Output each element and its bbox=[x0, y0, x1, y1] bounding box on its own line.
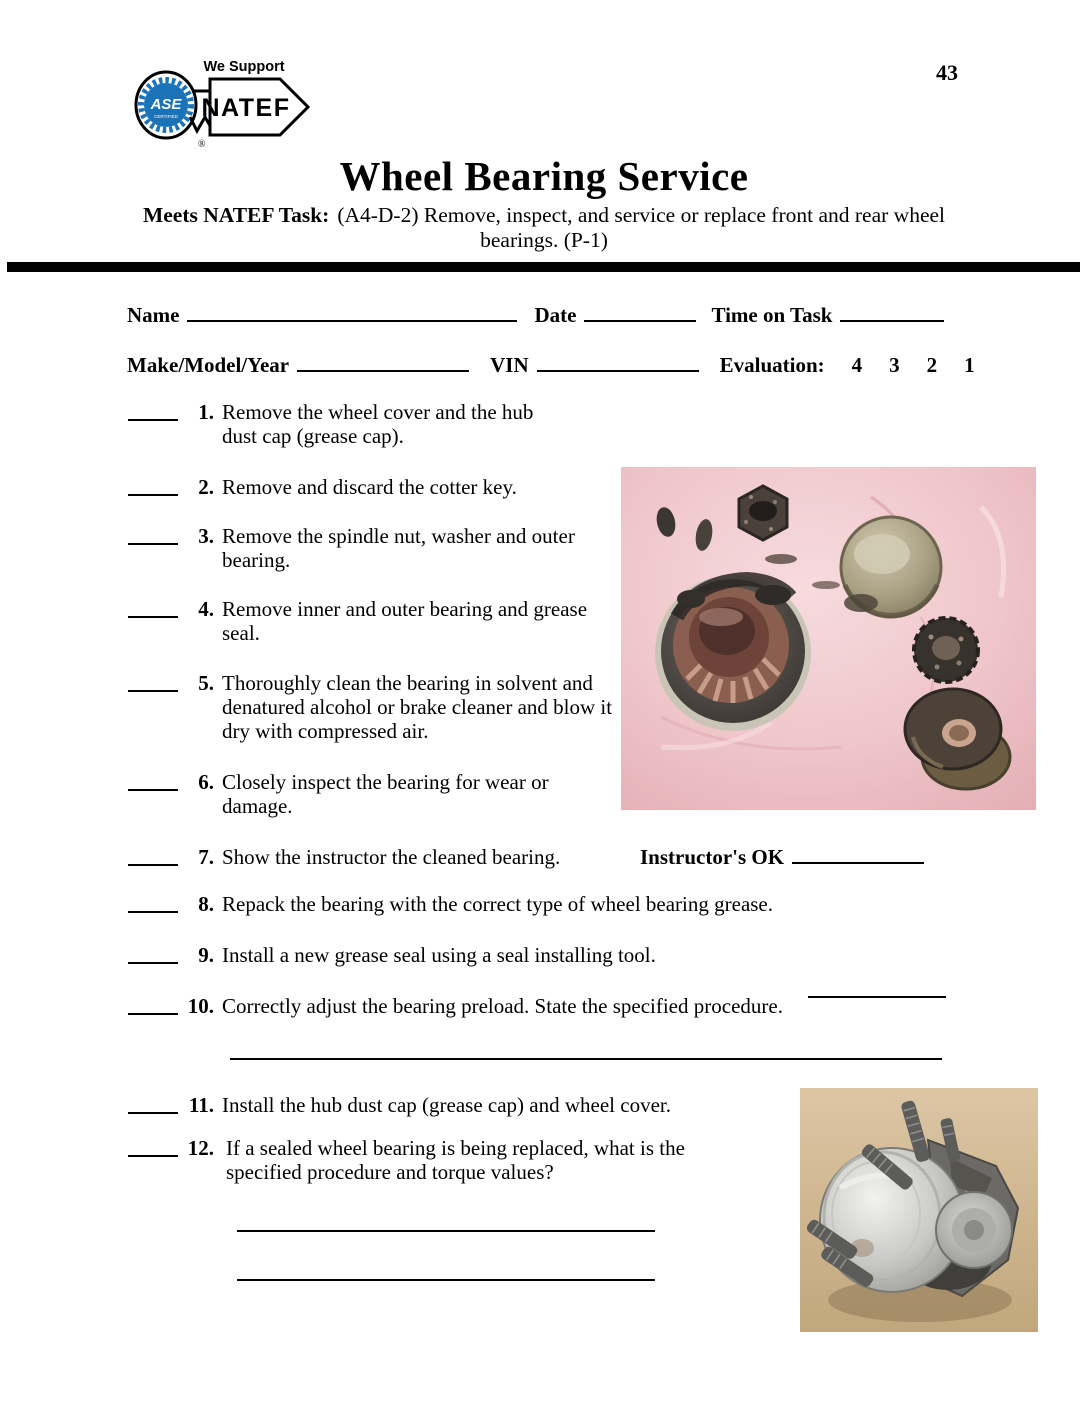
task-status-blank bbox=[128, 400, 178, 421]
task-number: 9. bbox=[198, 943, 214, 967]
task-text: Remove and discard the cotter key. bbox=[222, 475, 517, 499]
task-status-blank bbox=[128, 943, 178, 964]
logo-tagline-text: We Support bbox=[203, 59, 285, 75]
ase-badge-icon bbox=[141, 80, 191, 130]
task-number: 12. bbox=[187, 1136, 214, 1160]
task-row-4 bbox=[128, 597, 622, 645]
task-text: Install a new grease seal using a seal installing tool. bbox=[222, 943, 656, 967]
vin-label: VIN bbox=[490, 353, 529, 377]
task-number: 4. bbox=[198, 597, 214, 621]
natef-logo bbox=[130, 55, 315, 155]
dust-cap bbox=[841, 517, 941, 617]
task-row-12 bbox=[128, 1136, 726, 1184]
task-text: If a sealed wheel bearing is being replaced, what is the specified procedure and torque values? bbox=[226, 1136, 685, 1184]
natef-task-line bbox=[129, 203, 959, 253]
task-12-answer-line-2 bbox=[237, 1279, 655, 1281]
task-row-5 bbox=[128, 671, 632, 743]
task-number: 6. bbox=[198, 770, 214, 794]
task-text: Remove the spindle nut, washer and outer bearing. bbox=[222, 524, 575, 572]
page-title: Wheel Bearing Service bbox=[339, 153, 749, 199]
instructor-ok-field bbox=[640, 845, 924, 870]
task-number: 7. bbox=[198, 845, 214, 869]
evaluation-label: Evaluation: bbox=[719, 353, 825, 377]
name-blank bbox=[187, 303, 517, 322]
date-label: Date bbox=[534, 303, 577, 327]
task-status-blank bbox=[128, 1136, 178, 1157]
instructor-ok-label: Instructor's OK bbox=[640, 845, 785, 869]
task-status-blank bbox=[128, 845, 178, 866]
ase-badge-text: ASE bbox=[150, 96, 182, 113]
task-12-answer-line-1 bbox=[237, 1230, 655, 1232]
vehicle-label: Make/Model/Year bbox=[127, 353, 290, 377]
date-blank bbox=[584, 303, 696, 322]
task-number: 5. bbox=[198, 671, 214, 695]
task-row-1 bbox=[128, 400, 557, 448]
time-on-task-label: Time on Task bbox=[711, 303, 833, 327]
task-status-blank bbox=[128, 892, 178, 913]
evaluation-value-3: 3 bbox=[889, 353, 900, 377]
instructor-ok-blank bbox=[792, 845, 924, 864]
task-number: 8. bbox=[198, 892, 214, 916]
spindle-nut bbox=[739, 486, 787, 540]
task-status-blank bbox=[128, 597, 178, 618]
greasy-lock-washer bbox=[914, 618, 978, 682]
page-number: 43 bbox=[936, 60, 958, 85]
evaluation-value-2: 2 bbox=[926, 353, 938, 377]
task-row-9 bbox=[128, 943, 982, 967]
bearing-face bbox=[936, 1192, 1012, 1268]
photo-bearing-parts bbox=[621, 467, 1036, 810]
task-text: Thoroughly clean the bearing in solvent and denatured alcohol or brake cleaner and blow it dry with compressed air. bbox=[222, 671, 613, 743]
evaluation-value-4: 4 bbox=[851, 353, 863, 377]
natef-task-label: Meets NATEF Task: bbox=[142, 203, 330, 227]
task-10-answer-line bbox=[230, 1058, 942, 1060]
vehicle-blank bbox=[297, 353, 469, 372]
task-row-3 bbox=[128, 524, 607, 572]
vin-blank bbox=[537, 353, 699, 372]
header-divider bbox=[7, 262, 1080, 272]
task-status-blank bbox=[128, 524, 178, 545]
task-number: 1. bbox=[198, 400, 214, 424]
task-number: 2. bbox=[198, 475, 214, 499]
task-text: Remove the wheel cover and the hub dust cap (grease cap). bbox=[222, 400, 534, 448]
task-status-blank bbox=[128, 994, 178, 1015]
task-10-answer-blank-short bbox=[808, 996, 946, 998]
tapered-roller-bearing bbox=[655, 575, 811, 731]
task-number: 10. bbox=[187, 994, 214, 1018]
task-row-8 bbox=[128, 892, 982, 916]
ase-badge-sub-text: CERTIFIED bbox=[154, 114, 178, 119]
name-label: Name bbox=[127, 303, 180, 327]
registered-mark: ® bbox=[198, 139, 206, 150]
task-status-blank bbox=[128, 671, 178, 692]
evaluation-value-1: 1 bbox=[964, 353, 975, 377]
task-number: 11. bbox=[188, 1093, 214, 1117]
task-text: Closely inspect the bearing for wear or damage. bbox=[222, 770, 549, 818]
task-text: Install the hub dust cap (grease cap) and wheel cover. bbox=[222, 1093, 671, 1117]
task-text: Show the instructor the cleaned bearing. bbox=[222, 845, 561, 869]
task-status-blank bbox=[128, 475, 178, 496]
form-row-vehicle bbox=[127, 353, 975, 378]
task-row-6 bbox=[128, 770, 582, 818]
task-text: Correctly adjust the bearing preload. State the specified procedure. bbox=[222, 994, 783, 1018]
task-status-blank bbox=[128, 770, 178, 791]
task-text: Repack the bearing with the correct type of wheel bearing grease. bbox=[222, 892, 774, 916]
task-number: 3. bbox=[198, 524, 214, 548]
logo-name-text: NATEF bbox=[201, 94, 291, 122]
task-text: Remove inner and outer bearing and grease seal. bbox=[222, 597, 588, 645]
task-status-blank bbox=[128, 1093, 178, 1114]
natef-task-text: (A4-D-2) Remove, inspect, and service or replace front and rear wheel bearings. (P-1) bbox=[337, 203, 946, 252]
time-on-task-blank bbox=[840, 303, 944, 322]
photo-hub-assembly bbox=[800, 1088, 1038, 1332]
form-row-identity bbox=[127, 303, 944, 328]
